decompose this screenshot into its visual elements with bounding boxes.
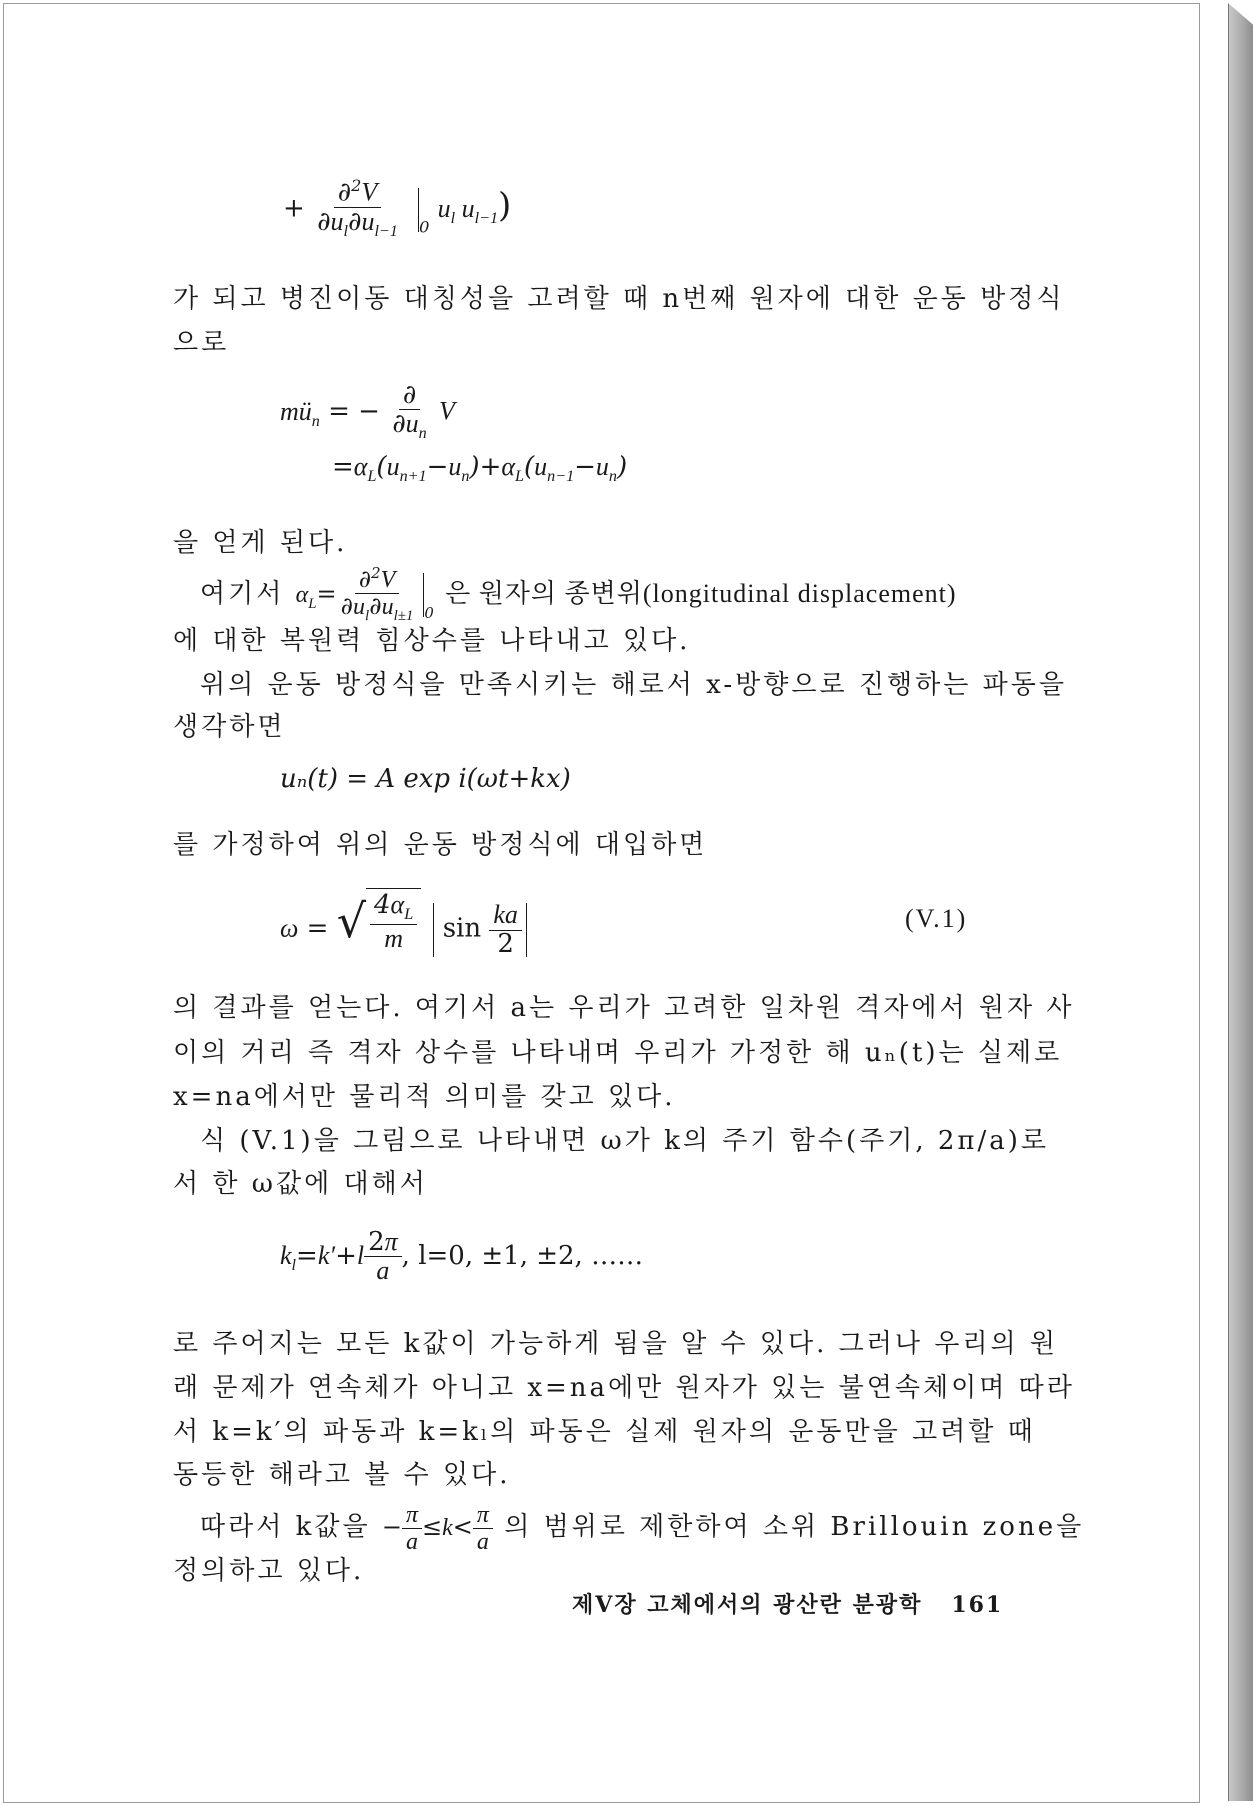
- paragraph-line: 래 문제가 연속체가 아니고 x=na에만 원자가 있는 불연속체이며 따라: [173, 1373, 1075, 1403]
- paragraph-line: 생각하면: [173, 712, 286, 742]
- page-edge: [1228, 3, 1253, 1801]
- equation-number: (V.1): [905, 904, 968, 933]
- paragraph-line: 에 대한 복원력 힘상수를 나타내고 있다.: [173, 626, 691, 656]
- paragraph-line: 서 k=k′의 파동과 k=kₗ의 파동은 실제 원자의 운동만을 고려할 때: [173, 1417, 1036, 1447]
- running-footer: 제V장 고체에서의 광산란 분광학 161: [572, 1592, 1004, 1618]
- paragraph-line: 을 얻게 된다.: [173, 528, 348, 558]
- paragraph-line: 이의 거리 즉 격자 상수를 나타내며 우리가 가정한 해 uₙ(t)는 실제로: [173, 1038, 1063, 1068]
- equation-dispersion: ω = √ $\frac{4\alpha_L}{m}$ sin $\frac{ka}{2}$: [280, 888, 527, 958]
- paragraph-line: 여기서 $\alpha_L=$ $\frac{\partial^2V}{\partial u_l\partial u_{l\pm 1}}$ $_0$ 은 원자의 종변위(longitudinal displacement): [200, 564, 957, 624]
- paragraph-line: 따라서 k값을 − $\frac{\pi}{a}$ ≤k< $\frac{\pi}{a}$ 의 범위로 제한하여 소위 Brillouin zone을: [200, 1502, 1085, 1556]
- paragraph-line: 를 가정하여 위의 운동 방정식에 대입하면: [173, 830, 708, 860]
- paragraph-line: 가 되고 병진이동 대칭성을 고려할 때 n번째 원자에 대한 운동 방정식: [173, 284, 1065, 314]
- paragraph-line: x=na에서만 물리적 의미를 갖고 있다.: [173, 1082, 676, 1112]
- paragraph-line: 으로: [173, 328, 230, 358]
- paragraph-line: 정의하고 있다.: [173, 1556, 365, 1586]
- equation-wave-solution: uₙ(t) = A exp i(ωt+kx): [280, 764, 571, 794]
- paragraph-line: 서 한 ω값에 대해서: [173, 1169, 428, 1199]
- paragraph-line: 위의 운동 방정식을 만족시키는 해로서 x-방향으로 진행하는 파동을: [200, 670, 1067, 700]
- paragraph-line: 식 (V.1)을 그림으로 나타내면 ω가 k의 주기 함수(주기, 2π/a)로: [200, 1126, 1050, 1156]
- paragraph-line: 로 주어지는 모든 k값이 가능하게 됨을 알 수 있다. 그러나 우리의 원: [173, 1329, 1058, 1359]
- equation-of-motion-rhs: $=\alpha_L(u_{n+1}-u_n)+\alpha_L(u_{n-1}-u_n)$: [332, 452, 628, 486]
- paragraph-line: 동등한 해라고 볼 수 있다.: [173, 1460, 511, 1490]
- equation-of-motion: $mü_n$ = − $\frac{\partial}{\partial u_n}$ V: [280, 380, 455, 443]
- equation-second-derivative-term: + $\frac{\partial^2V}{\partial u_l\partial u_{l-1}}$ $_0$ $u_l$ $u_{l-1}$): [283, 176, 512, 241]
- paragraph-line: 의 결과를 얻는다. 여기서 a는 우리가 고려한 일차원 격자에서 원자 사: [173, 993, 1075, 1023]
- equation-k-values: $k_l=k'+l$ $\frac{2\pi}{a}$ , l=0, ±1, ±2, ……: [280, 1227, 644, 1286]
